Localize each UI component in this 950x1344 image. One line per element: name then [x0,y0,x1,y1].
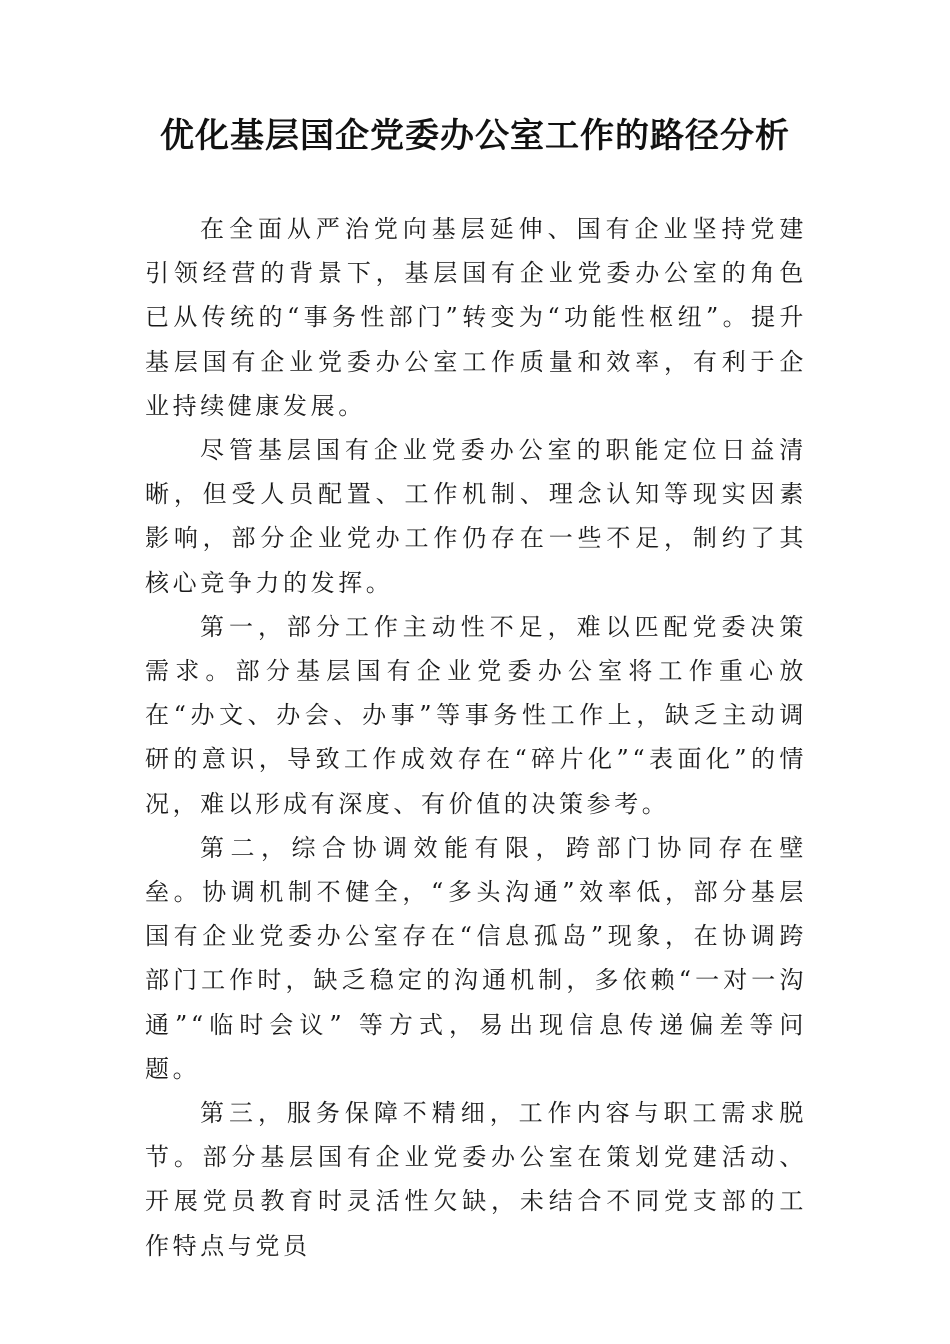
paragraph-1: 在全面从严治党向基层延伸、国有企业坚持党建引领经营的背景下，基层国有企业党委办公室的角色已从传统的“事务性部门”转变为“功能性枢纽”。提升基层国有企业党委办公室工作质量和效率，有利于企业持续健康发展。 [145,215,807,420]
paragraph-3: 第一，部分工作主动性不足，难以匹配党委决策需求。部分基层国有企业党委办公室将工作重心放在“办文、办会、办事”等事务性工作上，缺乏主动调研的意识，导致工作成效存在“碎片化”“表面化”的情况，难以形成有深度、有价值的决策参考。 [145,612,807,818]
paragraph-5: 第三，服务保障不精细，工作内容与职工需求脱节。部分基层国有企业党委办公室在策划党建活动、开展党员教育时灵活性欠缺，未结合不同党支部的工作特点与党员 [145,1099,807,1260]
document-body [145,207,807,1268]
document-title: 优化基层国企党委办公室工作的路径分析 [160,116,790,156]
paragraph-4: 第二，综合协调效能有限，跨部门协同存在壁垒。协调机制不健全，“多头沟通”效率低，部分基层国有企业党委办公室存在“信息孤岛”现象，在协调跨部门工作时，缺乏稳定的沟通机制，多依赖“一对一沟通”“临时会议” 等方式，易出现信息传递偏差等问题。 [145,833,807,1083]
paragraph-2: 尽管基层国有企业党委办公室的职能定位日益清晰，但受人员配置、工作机制、理念认知等现实因素影响，部分企业党办工作仍存在一些不足，制约了其核心竞争力的发挥。 [145,436,807,597]
